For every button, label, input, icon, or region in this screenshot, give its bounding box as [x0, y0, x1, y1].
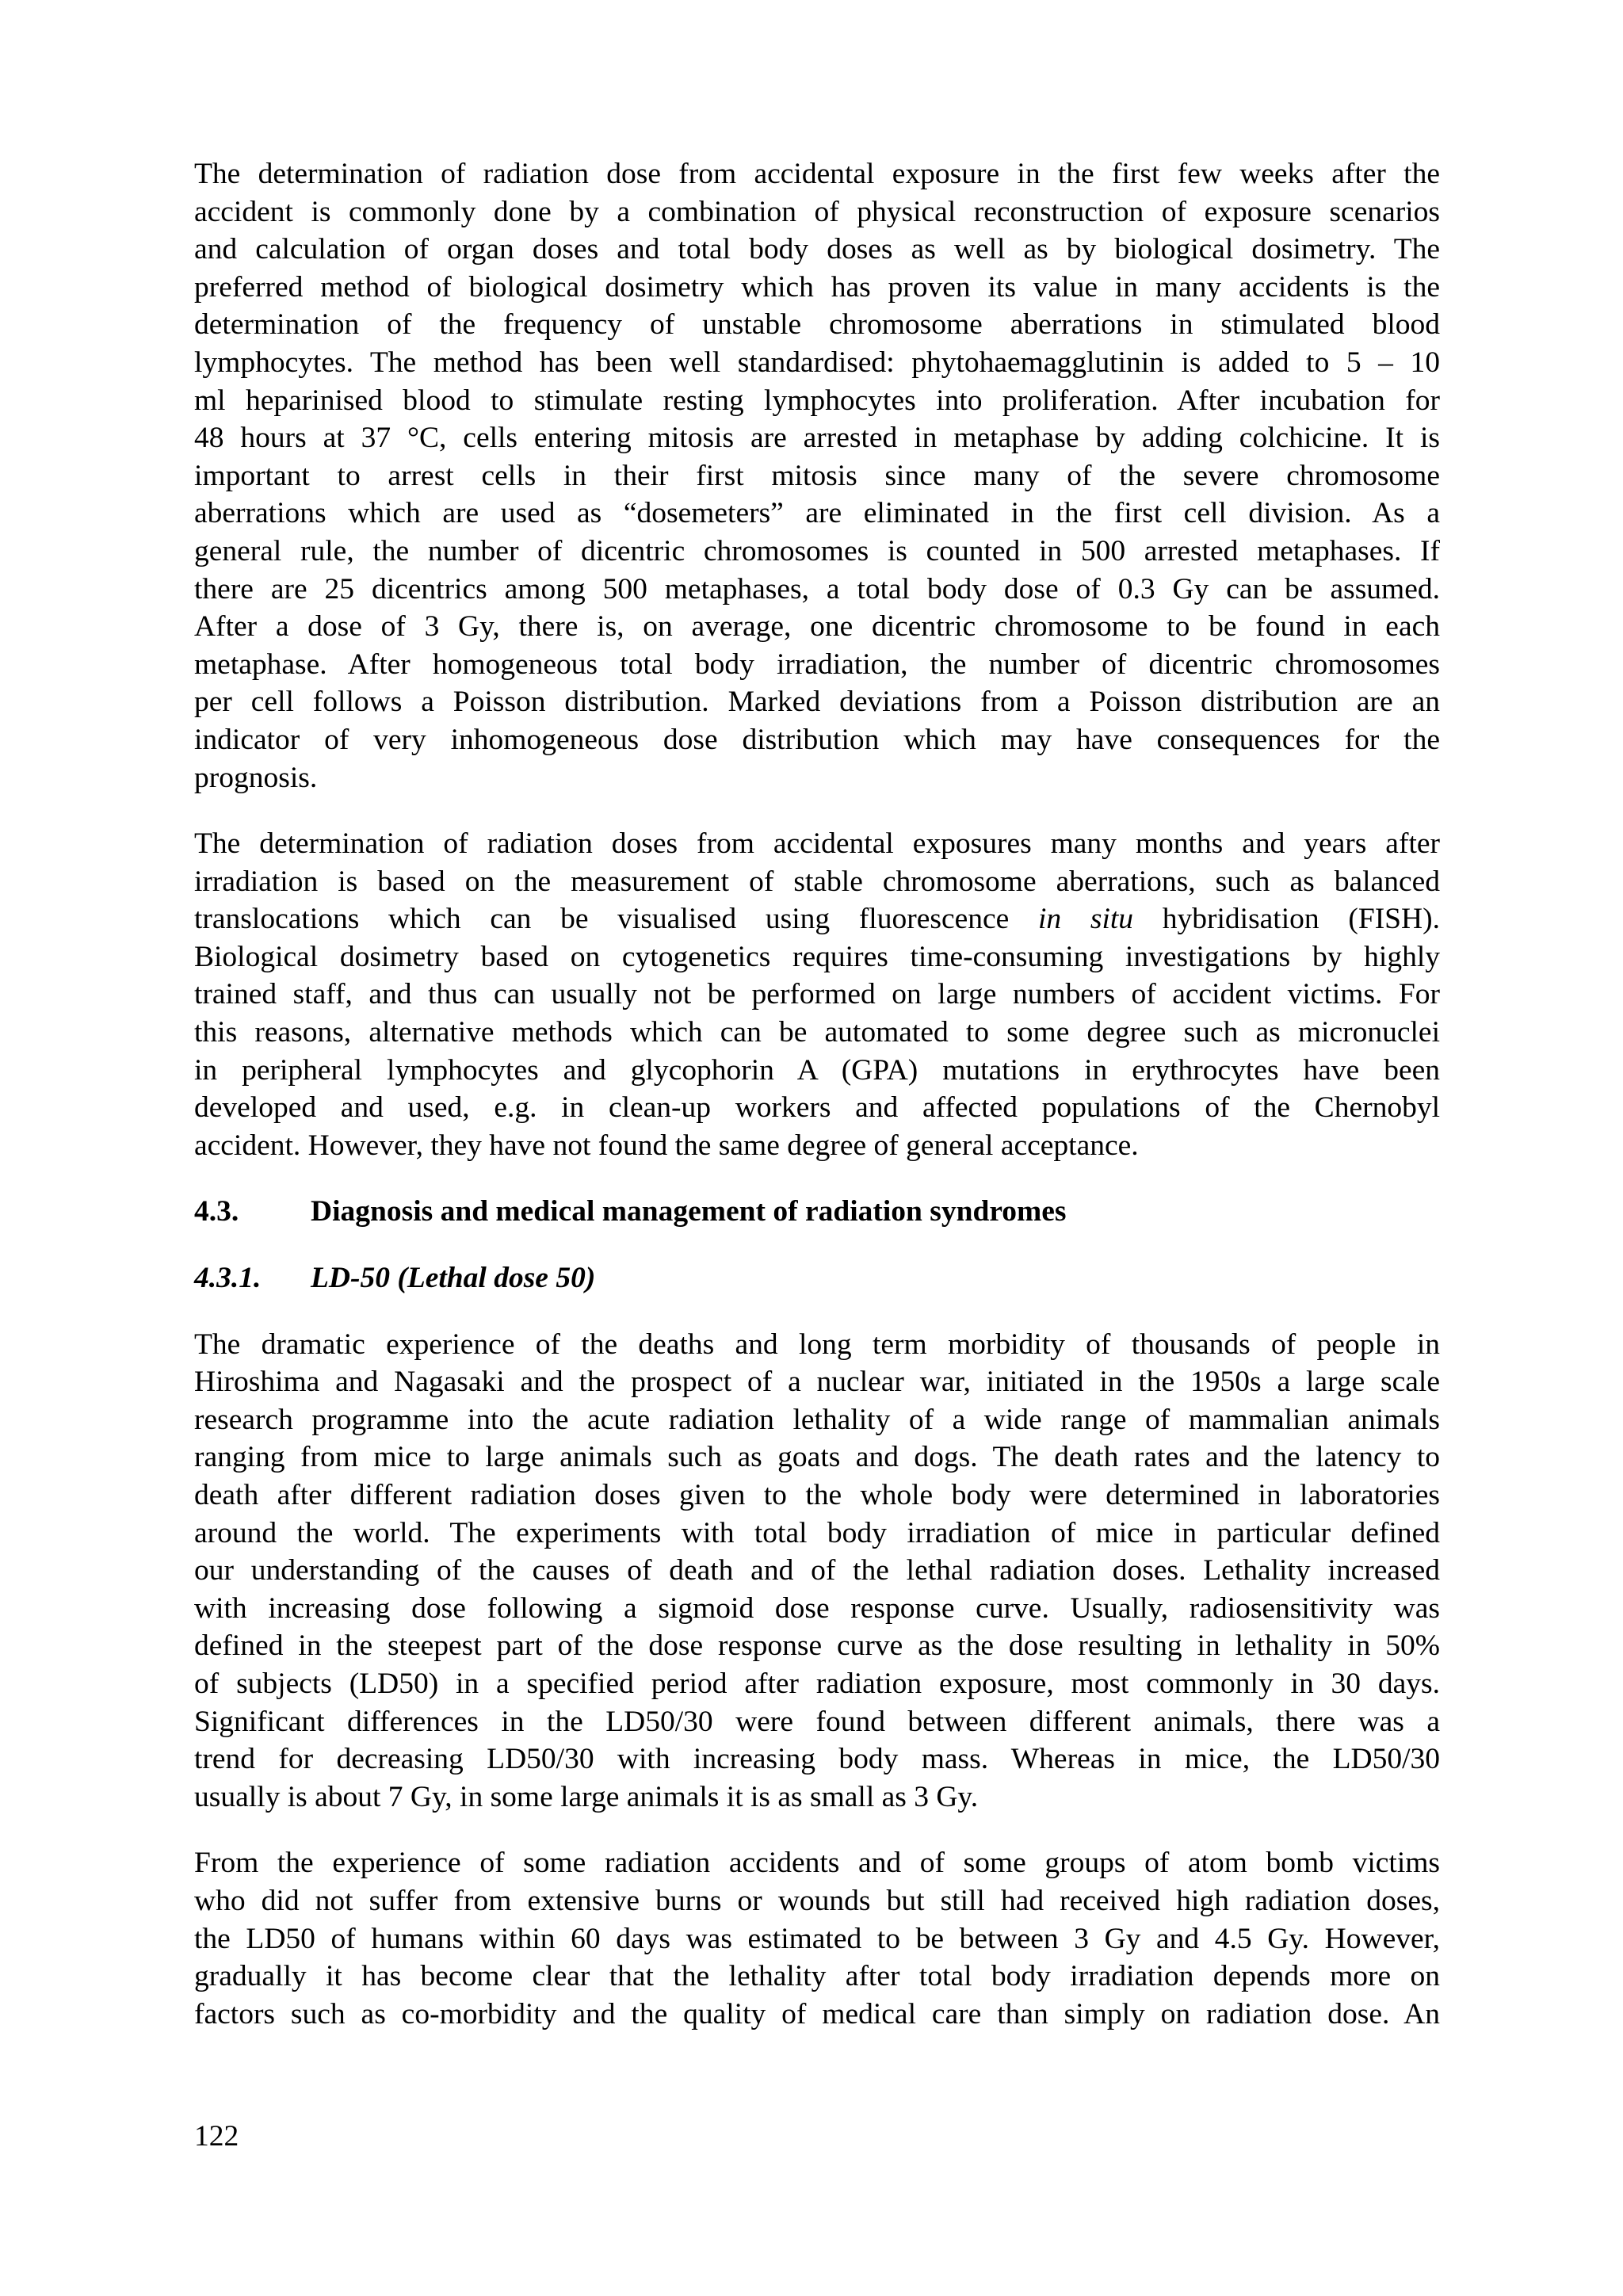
- text-line: The determination of radiation dose from accidental exposure in the first few weeks after the: [194, 158, 1440, 190]
- text-line: metaphase. After homogeneous total body irradiation, the number of dicentric chromosomes: [194, 648, 1440, 681]
- text-line: The determination of radiation doses from accidental exposures many months and years after: [194, 827, 1440, 861]
- text-line: After a dose of 3 Gy, there is, on average, one dicentric chromosome to be found in each: [194, 610, 1440, 644]
- text-line: Hiroshima and Nagasaki and the prospect of a nuclear war, initiated in the 1950s a large scale: [194, 1366, 1440, 1399]
- text-line: who did not suffer from extensive burns or wounds but still had received high radiation doses,: [194, 1884, 1440, 1917]
- text-line: the LD50 of humans within 60 days was estimated to be between 3 Gy and 4.5 Gy. However,: [194, 1922, 1440, 1955]
- text-line: trend for decreasing LD50/30 with increasing body mass. Whereas in mice, the LD50/30: [194, 1743, 1440, 1776]
- text-line: research programme into the acute radiation lethality of a wide range of mammalian animals: [194, 1403, 1440, 1436]
- section-number: 4.3.: [194, 1195, 239, 1228]
- text-line: our understanding of the causes of death and of the lethal radiation doses. Lethality increased: [194, 1554, 1440, 1587]
- text-line: Biological dosimetry based on cytogenetics requires time-consuming investigations by highly: [194, 940, 1440, 973]
- subsection-number: 4.3.1.: [194, 1262, 262, 1295]
- text-line: and calculation of organ doses and total body doses as well as by biological dosimetry. The: [194, 233, 1440, 266]
- text-line: determination of the frequency of unstable chromosome aberrations in stimulated blood: [194, 308, 1440, 342]
- text-line: ml heparinised blood to stimulate resting lymphocytes into proliferation. After incubation for: [194, 384, 1440, 417]
- text-segment: translocations which can be visualised using fluorescence: [194, 903, 1038, 936]
- text-line: death after different radiation doses given to the whole body were determined in laboratories: [194, 1479, 1440, 1511]
- text-line: Significant differences in the LD50/30 were found between different animals, there was a: [194, 1705, 1440, 1738]
- text-line: per cell follows a Poisson distribution. Marked deviations from a Poisson distribution are an: [194, 686, 1440, 719]
- page-number: 122: [194, 2120, 239, 2153]
- text-line: developed and used, e.g. in clean-up workers and affected populations of the Chernobyl: [194, 1091, 1440, 1125]
- subsection-title: LD-50 (Lethal dose 50): [311, 1262, 596, 1295]
- section-title: Diagnosis and medical management of radiation syndromes: [311, 1195, 1067, 1228]
- paragraph-ld50-humans: [194, 1844, 1440, 2033]
- subsection-heading: [194, 1259, 1440, 1297]
- paragraph-ld50-animals: [194, 1326, 1440, 1817]
- text-line: trained staff, and thus can usually not be performed on large numbers of accident victims. For: [194, 978, 1440, 1011]
- text-line: accident is commonly done by a combination of physical reconstruction of exposure scenarios: [194, 195, 1440, 228]
- page-body: [194, 155, 1440, 2061]
- section-heading: [194, 1193, 1440, 1231]
- italic-term: in situ: [1037, 903, 1134, 936]
- text-line: defined in the steepest part of the dose response curve as the dose resulting in lethality in 50%: [194, 1629, 1440, 1663]
- text-line: of subjects (LD50) in a specified period after radiation exposure, most commonly in 30 days.: [194, 1667, 1440, 1700]
- text-line: preferred method of biological dosimetry which has proven its value in many accidents is the: [194, 270, 1440, 304]
- text-line: lymphocytes. The method has been well standardised: phytohaemagglutinin is added to 5 – 10: [194, 346, 1440, 379]
- text-line: irradiation is based on the measurement of stable chromosome aberrations, such as balanced: [194, 865, 1440, 898]
- text-line: this reasons, alternative methods which can be automated to some degree such as micronuclei: [194, 1016, 1440, 1049]
- text-line: From the experience of some radiation accidents and of some groups of atom bomb victims: [194, 1847, 1440, 1880]
- text-line: ranging from mice to large animals such as goats and dogs. The death rates and the latency to: [194, 1441, 1440, 1474]
- text-line: The dramatic experience of the deaths and long term morbidity of thousands of people in: [194, 1328, 1440, 1361]
- text-line: with increasing dose following a sigmoid dose response curve. Usually, radiosensitivity was: [194, 1591, 1440, 1625]
- text-line: indicator of very inhomogeneous dose distribution which may have consequences for the: [194, 723, 1440, 756]
- text-line: usually is about 7 Gy, in some large animals it is as small as 3 Gy.: [194, 1780, 979, 1813]
- text-line: factors such as co-morbidity and the quality of medical care than simply on radiation dose. An: [194, 1997, 1440, 2030]
- text-line: in peripheral lymphocytes and glycophorin A (GPA) mutations in erythrocytes have been: [194, 1053, 1440, 1087]
- text-line: general rule, the number of dicentric chromosomes is counted in 500 arrested metaphases. If: [194, 534, 1440, 567]
- text-segment: hybridisation (FISH).: [1133, 903, 1440, 936]
- text-line: around the world. The experiments with total body irradiation of mice in particular defined: [194, 1516, 1440, 1549]
- text-line-with-italic: [194, 900, 1440, 938]
- text-line: gradually it has become clear that the lethality after total body irradiation depends more on: [194, 1960, 1440, 1993]
- text-line: accident. However, they have not found the same degree of general acceptance.: [194, 1129, 1139, 1162]
- text-line: aberrations which are used as “dosemeters” are eliminated in the first cell division. As a: [194, 497, 1440, 530]
- paragraph-biological-dosimetry: [194, 155, 1440, 797]
- text-line: there are 25 dicentrics among 500 metaphases, a total body dose of 0.3 Gy can be assumed.: [194, 572, 1440, 606]
- text-line: important to arrest cells in their first mitosis since many of the severe chromosome: [194, 459, 1440, 492]
- text-line: prognosis.: [194, 761, 318, 794]
- text-line: 48 hours at 37 °C, cells entering mitosis are arrested in metaphase by adding colchicine. It is: [194, 422, 1440, 455]
- paragraph-stable-aberrations: [194, 825, 1440, 1164]
